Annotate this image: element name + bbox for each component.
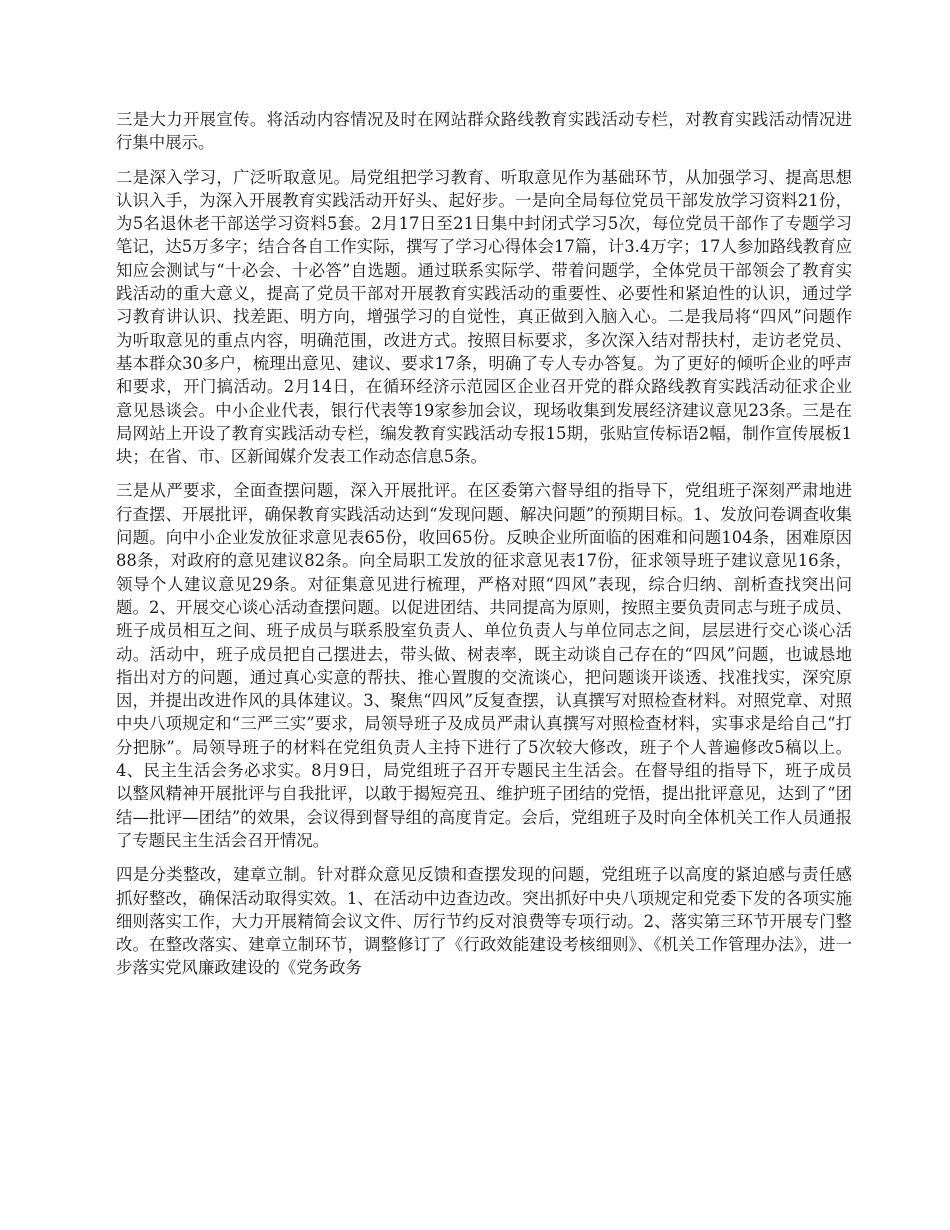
paragraph-rectification: 四是分类整改，建章立制。针对群众意见反馈和查摆发现的问题，党组班子以高度的紧迫感与责任感抓好整改，确保活动取得实效。1、在活动中边查边改。突出抓好中央八项规定和党委下发的各项实施细则落实工作，大力开展精简会议文件、厉行节约反对浪费等专项行动。2、落实第三环节开展专门整改。在整改落实、建章立制环节，调整修订了《行政效能建设考核细则》、《机关工作管理办法》，进一步落实党风廉政建设的《党务政务 [116,865,852,978]
paragraph-publicity: 三是大力开展宣传。将活动内容情况及时在网站群众路线教育实践活动专栏，对教育实践活动情况进行集中展示。 [116,110,852,153]
paragraph-study: 二是深入学习，广泛听取意见。局党组把学习教育、听取意见作为基础环节，从加强学习、提高思想认识入手，为深入开展教育实践活动开好头、起好步。一是向全局每位党员干部发放学习资料21份，为5名退休老干部送学习资料5套。2月17日至21日集中封闭式学习5次，每位党员干部作了专题学习笔记，达5万多字；结合各自工作实际，撰写了学习心得体会17篇，计3.4万字；17人参加路线教育应知应会测试与“十必会、十必答”自选题。通过联系实际学、带着问题学，全体党员干部领会了教育实践活动的重大意义，提高了党员干部对开展教育实践活动的重要性、必要性和紧迫性的认识，通过学习教育讲认识、找差距、明方向，增强学习的自觉性，真正做到入脑入心。二是我局将“四风”问题作为听取意见的重点内容，明确范围，改进方式。按照目标要求，多次深入结对帮扶村，走访老党员、基本群众30多户，梳理出意见、建议、要求17条，明确了专人专办答复。为了更好的倾听企业的呼声和要求，开门搞活动。2月14日，在循环经济示范园区企业召开党的群众路线教育实践活动征求企业意见恳谈会。中小企业代表，银行代表等19家参加会议，现场收集到发展经济建议意见23条。三是在局网站上开设了教育实践活动专栏，编发教育实践活动专报15期，张贴宣传标语2幅，制作宣传展板1块；在省、市、区新闻媒介发表工作动态信息5条。 [116,167,852,467]
document-body [116,108,852,991]
paragraph-criticism: 三是从严要求，全面查摆问题，深入开展批评。在区委第六督导组的指导下，党组班子深刻严肃地进行查摆、开展批评，确保教育实践活动达到“发现问题、解决问题”的预期目标。1、发放问卷调查收集问题。向中小企业发放征求意见表65份，收回65份。反映企业所面临的困难和问题104条，困难原因88条，对政府的意见建议82条。向全局职工发放的征求意见表17份，征求领导班子建议意见16条，领导个人建议意见29条。对征集意见进行梳理，严格对照“四风”表现，综合归纳、剖析查找突出问题。2、开展交心谈心活动查摆问题。以促进团结、共同提高为原则，按照主要负责同志与班子成员、班子成员相互之间、班子成员与联系股室负责人、单位负责人与单位同志之间，层层进行交心谈心活动。活动中，班子成员把自己摆进去，带头做、树表率，既主动谈自己存在的“四风”问题，也诚恳地指出对方的问题，通过真心实意的帮扶、推心置腹的交流谈心，把问题谈开谈透、找准找实，深究原因，并提出改进作风的具体建议。3、聚焦“四风”反复查摆，认真撰写对照检查材料。对照党章、对照中央八项规定和“三严三实”要求，局领导班子及成员严肃认真撰写对照检查材料，实事求是给自己“打分把脉”。局领导班子的材料在党组负责人主持下进行了5次较大修改，班子个人普遍修改5稿以上。4、民主生活会务必求实。8月9日，局党组班子召开专题民主生活会。在督导组的指导下，班子成员以整风精神开展批评与自我批评，以敢于揭短亮丑、维护班子团结的党悟，提出批评意见，达到了“团结—批评—团结”的效果，会议得到督导组的高度肯定。会后，党组班子及时向全体机关工作人员通报了专题民主生活会召开情况。 [116,481,852,850]
